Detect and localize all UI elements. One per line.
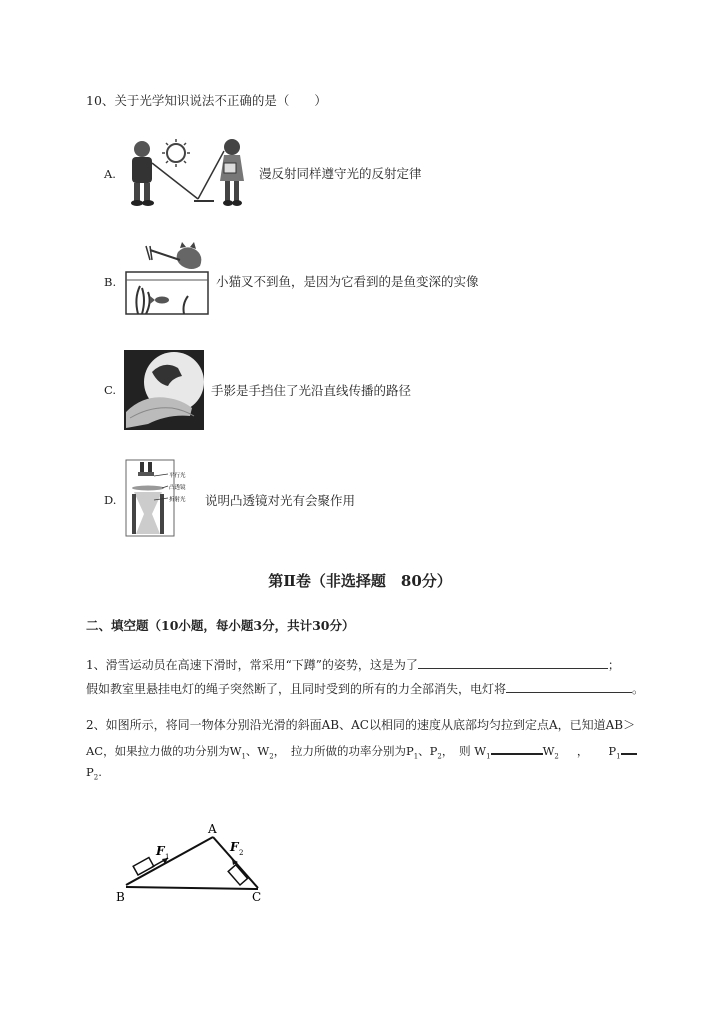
q2-then: ， 则 W [441, 744, 487, 758]
q1-line1 [86, 656, 620, 673]
option-d-text: 说明凸透镜对光有会聚作用 [205, 493, 356, 508]
d-label-lens: 凸透镜 [169, 485, 186, 491]
option-c-letter: C. [104, 383, 117, 397]
d-label-refracted: 折射光 [169, 497, 186, 503]
q1-line2-text: 假如教室里悬挂电灯的绳子突然断了，且同时受到的所有的力全部消失，电灯将 [86, 682, 507, 696]
q1-line2-end: 。 [632, 682, 645, 696]
q1-line1-end: ； [607, 658, 620, 672]
fill-in-heading: 二、填空题（10小题，每小题3分，共计30分） [86, 618, 355, 633]
q2-p-label: P [608, 744, 617, 758]
q1-blank-2[interactable] [506, 680, 632, 693]
option-a-text: 漫反射同样遵守光的反射定律 [259, 166, 422, 181]
q2-line1: 2、如图所示，将同一物体分别沿光滑的斜面AB、AC以相同的速度从底部均匀拉到定点A，已知道AB＞ [86, 718, 636, 732]
q2-p-label-sub: 1 [616, 752, 621, 761]
q2-p2-sub: 2 [437, 752, 442, 761]
q2-w2-label: W [542, 744, 555, 758]
label-a: A [208, 822, 217, 836]
option-b-text: 小猫叉不到鱼，是因为它看到的是鱼变深的实像 [216, 274, 479, 289]
q2-line2 [86, 741, 637, 760]
q1-line2 [86, 680, 644, 697]
q2-comma: ， [576, 744, 589, 758]
q2-then-sub: 1 [486, 752, 491, 761]
q2-work-text: AC，如果拉力做的功分别为W [86, 744, 242, 758]
q2-w2-sub: 2 [269, 752, 274, 761]
q2-p2-label-sub: 2 [93, 773, 99, 782]
label-c: C [252, 890, 262, 904]
option-d-image [124, 458, 200, 538]
section-title: 第Ⅱ卷（非选择题 80分） [268, 572, 452, 590]
q2-w2-label-sub: 2 [554, 752, 559, 761]
q2-p-text: P [86, 765, 94, 779]
option-d-letter: D. [104, 493, 117, 507]
q2-blank-p[interactable] [621, 741, 637, 755]
q2-line3 [86, 765, 102, 781]
d-label-parallel: 平行光 [169, 473, 186, 479]
option-b-letter: B. [104, 275, 117, 289]
q2-sep1: 、W [245, 744, 270, 758]
label-b: B [116, 890, 125, 904]
option-c-text: 手影是手挡住了光沿直线传播的路径 [211, 383, 412, 398]
label-f2-sub: 2 [239, 849, 244, 857]
option-a-image [124, 137, 254, 209]
q2-p1-sub: 1 [413, 752, 419, 761]
label-f1-sub: 1 [165, 853, 170, 861]
q2-sep2: 、P [418, 744, 438, 758]
q2-line3-end: . [98, 765, 102, 779]
question-10-stem: 10、关于光学知识说法不正确的是（ ） [86, 93, 327, 108]
option-c-image [124, 350, 204, 430]
q1-line1-text: 1、滑雪运动员在高速下滑时，常采用“下蹲”的姿势，这是为了 [86, 658, 418, 672]
q2-w1-sub: 1 [241, 752, 246, 761]
q1-blank-1[interactable] [418, 656, 608, 669]
incline-figure [110, 815, 280, 910]
option-b-image [124, 242, 210, 316]
q2-blank-w[interactable] [491, 741, 543, 755]
label-f2: F [230, 840, 239, 854]
option-a-letter: A. [104, 167, 116, 181]
label-f1: F [156, 844, 165, 858]
q2-power-text: ， 拉力所做的功率分别为P [273, 744, 414, 758]
